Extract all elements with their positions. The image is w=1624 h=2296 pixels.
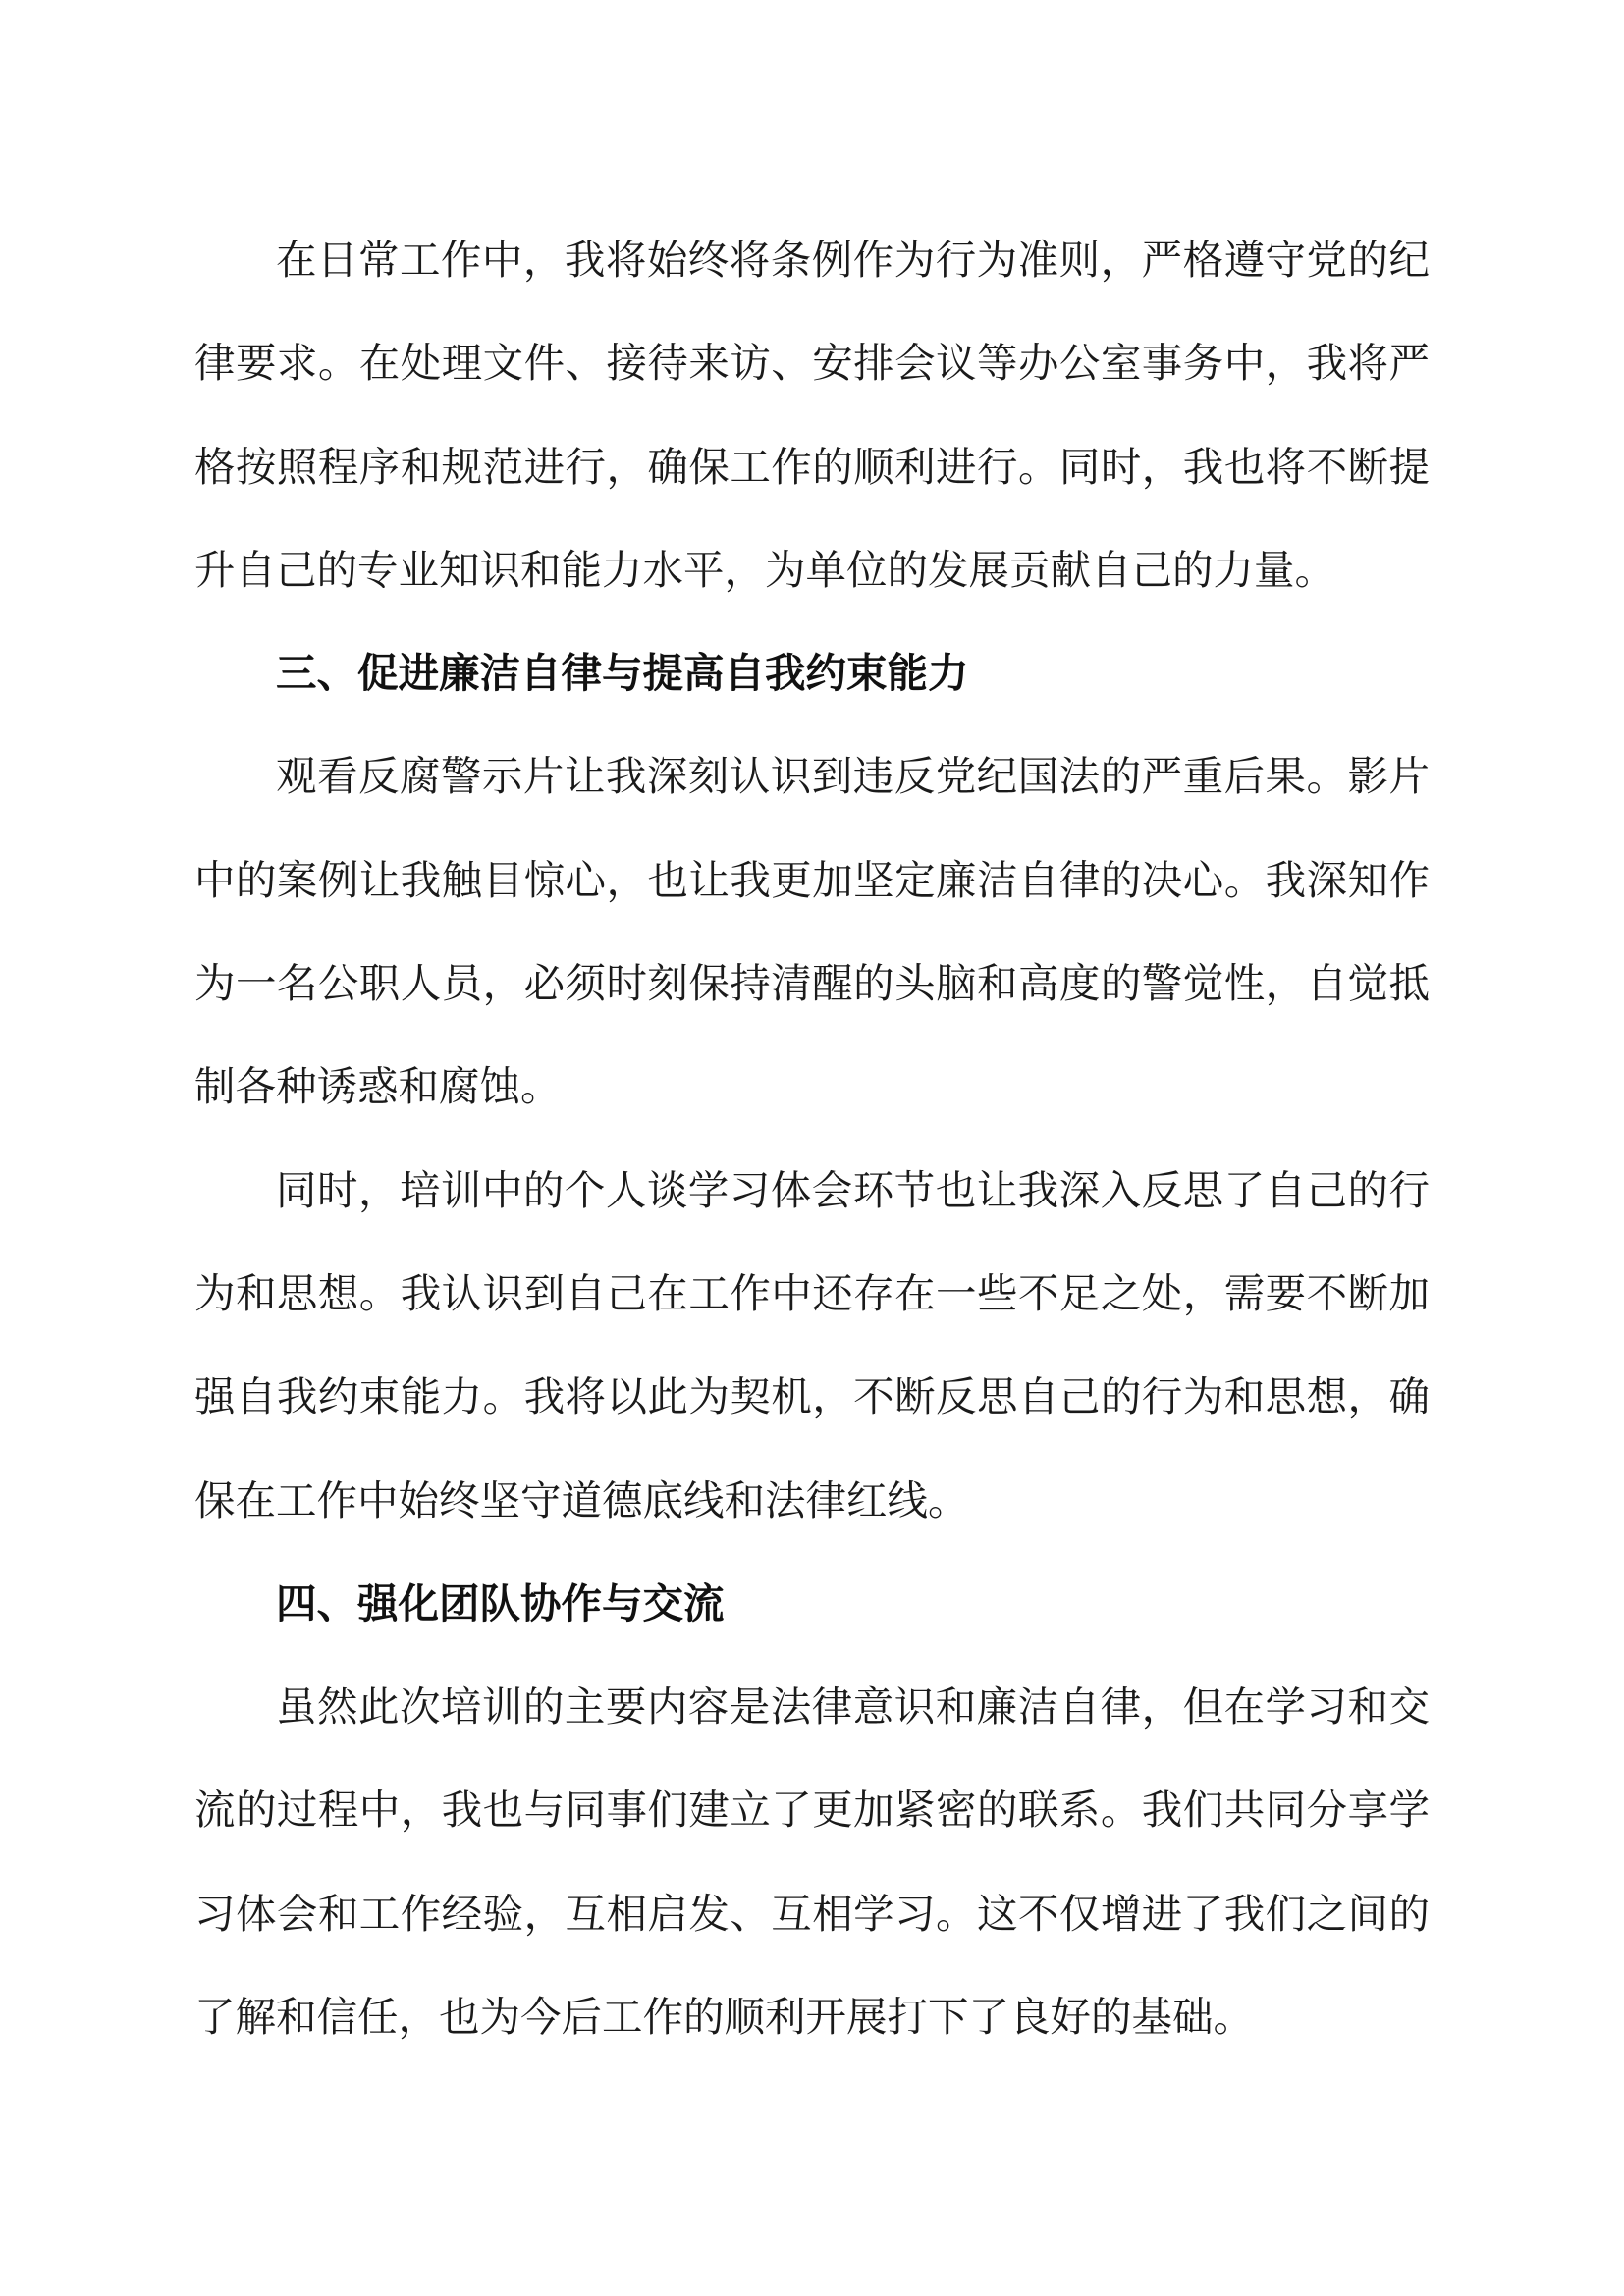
paragraph-daily-work: 在日常工作中，我将始终将条例作为行为准则，严格遵守党的纪律要求。在处理文件、接待来访、安排会议等办公室事务中，我将严格按照程序和规范进行，确保工作的顺利进行。同时，我也将不断提升自己的专业知识和能力水平，为单位的发展贡献自己的力量。 (194, 236, 1430, 594)
section-heading-four: 四、强化团队协作与交流 (276, 1578, 725, 1628)
document-body (194, 208, 1430, 2068)
paragraph-warning-film: 观看反腐警示片让我深刻认识到违反党纪国法的严重后果。影片中的案例让我触目惊心，也让我更加坚定廉洁自律的决心。我深知作为一名公职人员，必须时刻保持清醒的头脑和高度的警觉性，自觉抵制各种诱惑和腐蚀。 (194, 752, 1430, 1111)
section-heading-three: 三、促进廉洁自律与提高自我约束能力 (276, 649, 969, 698)
paragraph-team-collaboration: 虽然此次培训的主要内容是法律意识和廉洁自律，但在学习和交流的过程中，我也与同事们建立了更加紧密的联系。我们共同分享学习体会和工作经验，互相启发、互相学习。这不仅增进了我们之间的了解和信任，也为今后工作的顺利开展打下了良好的基础。 (194, 1682, 1430, 2042)
paragraph-self-reflection: 同时，培训中的个人谈学习体会环节也让我深入反思了自己的行为和思想。我认识到自己在工作中还存在一些不足之处，需要不断加强自我约束能力。我将以此为契机，不断反思自己的行为和思想，确保在工作中始终坚守道德底线和法律红线。 (194, 1165, 1430, 1524)
